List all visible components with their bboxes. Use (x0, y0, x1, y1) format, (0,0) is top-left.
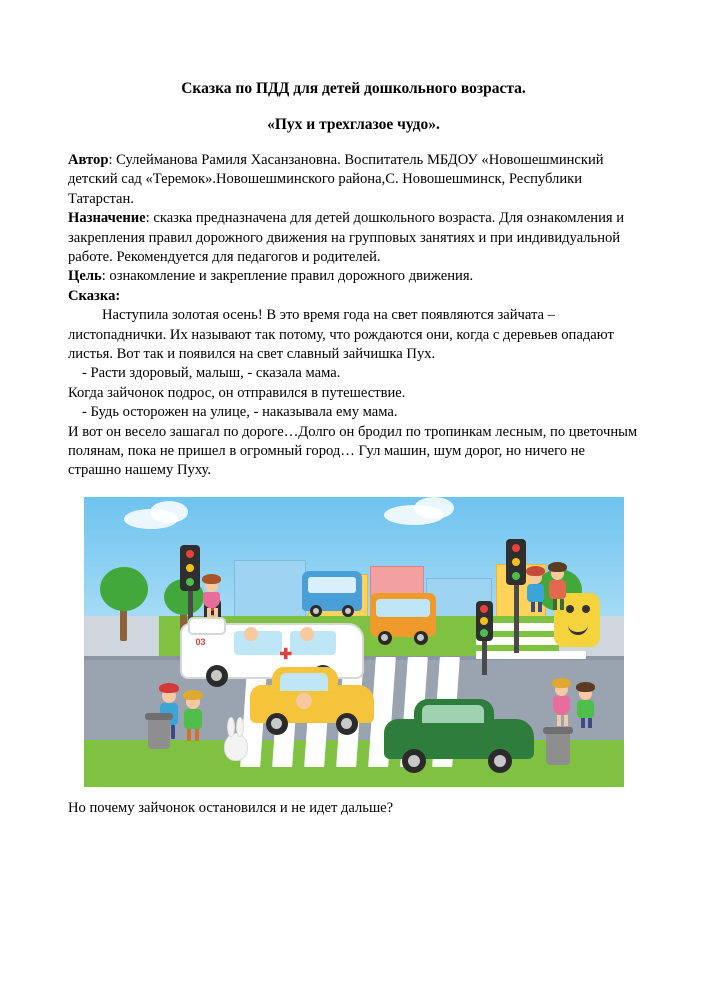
leg (557, 715, 561, 726)
city-street-crossing-illustration (84, 497, 624, 787)
wheel (342, 605, 354, 617)
pedestrian-girl (200, 573, 224, 619)
hair (576, 682, 595, 692)
traffic-light-yellow-lamp (186, 564, 194, 572)
cap-icon (159, 683, 179, 693)
leg (588, 718, 592, 728)
pedestrian-child (550, 677, 574, 727)
truck-window (376, 599, 430, 617)
hair (526, 566, 545, 576)
smiley-eye (582, 605, 590, 613)
passenger-head (300, 627, 314, 641)
torso (549, 580, 566, 599)
wheel (402, 749, 426, 773)
goal-paragraph (68, 267, 639, 286)
author-text: : Сулейманова Рамиля Хасанзановна. Воспитатель МБДОУ «Новошешминский детский сад «Теремок».Новошешминского района,С. Новошешминск, Республики Татарстан. (68, 151, 604, 207)
driver-head (244, 627, 258, 641)
illustration-container (68, 497, 639, 787)
traffic-light-green-lamp (480, 629, 488, 637)
traffic-light-green-lamp (186, 578, 194, 586)
leg (564, 715, 568, 726)
hair (183, 690, 203, 700)
wheel (206, 665, 228, 687)
leg (560, 599, 564, 610)
ambulance-roof (188, 617, 226, 635)
story-paragraph-3: Когда зайчонок подрос, он отправился в путешествие. (68, 384, 406, 401)
ambulance-window (234, 631, 282, 655)
traffic-light-red-lamp (186, 550, 194, 558)
story-label: Сказка: (68, 287, 121, 304)
wheel (488, 749, 512, 773)
leg (553, 599, 557, 610)
page-title: Сказка по ПДД для детей дошкольного возраста. (181, 80, 526, 97)
pedestrian-child (180, 687, 206, 743)
pedestrian-child (574, 681, 598, 729)
story-paragraph-4: - Будь осторожен на улице, - наказывала ему мама. (82, 404, 398, 421)
torso (577, 700, 594, 718)
dress (553, 696, 570, 715)
torso (527, 584, 544, 602)
purpose-label: Назначение (68, 210, 146, 227)
traffic-light-red-lamp (512, 544, 520, 552)
tree-icon (100, 567, 148, 611)
story-paragraph-1: Наступила золотая осень! В это время года на свет появляются зайчата – листопаднички. Их называют так потому, что рождаются они, когда с деревьев опадают листья. Вот так и появился на свет славный зайчишка Пух. (68, 307, 614, 362)
goal-text: : ознакомление и закрепление правил дорожного движения. (101, 268, 474, 285)
leg (171, 725, 175, 739)
ambulance-cross-icon: ✚ (279, 645, 293, 663)
purpose-paragraph (68, 209, 639, 267)
author-label: Автор (68, 151, 109, 168)
zebra-stripe (476, 651, 586, 659)
wheel (414, 631, 428, 645)
trash-bin-lid (543, 727, 573, 734)
bunny-body (224, 733, 248, 761)
traffic-light (476, 601, 493, 641)
hair (202, 574, 221, 584)
story-paragraph-2: - Расти здоровый, малыш, - сказала мама. (82, 365, 341, 382)
ambulance-number: 03 (195, 636, 206, 647)
wheel (310, 605, 322, 617)
traffic-light-red-lamp (480, 605, 488, 613)
wheel (336, 713, 358, 735)
cloud-icon (150, 501, 188, 523)
leg (214, 608, 218, 617)
green-car-window (422, 705, 484, 723)
image-caption: Но почему зайчонок остановился и не идет дальше? (68, 799, 394, 816)
story-paragraph-5: И вот он весело зашагал по дороге…Долго он бродил по тропинкам лесным, по цветочным полянам, пока не пришел в огромный город… Гул машин, шум дорог, но ничего не страшно нашему Пуху. (68, 423, 638, 479)
traffic-light-green-lamp (512, 572, 520, 580)
leg (195, 729, 199, 741)
trash-bin (546, 733, 570, 765)
trash-bin-lid (145, 713, 173, 720)
torso (184, 709, 202, 729)
cloud-icon (414, 497, 454, 519)
bunny-ear (227, 717, 235, 737)
bus-window (308, 577, 356, 593)
hair (548, 562, 567, 572)
leg (581, 718, 585, 728)
pedestrian-child (524, 565, 548, 613)
traffic-light-yellow-lamp (480, 617, 488, 625)
traffic-light (180, 545, 200, 591)
wheel (378, 631, 392, 645)
yellow-car-window (280, 673, 328, 691)
trash-bin (148, 719, 170, 749)
car-driver-head (296, 693, 312, 709)
bunny-ear (236, 717, 244, 737)
leg (531, 602, 535, 612)
goal-label: Цель (68, 268, 102, 285)
page-subtitle: «Пух и трехглазое чудо». (267, 116, 440, 134)
traffic-light-yellow-lamp (512, 558, 520, 566)
author-paragraph (68, 151, 639, 209)
leg (207, 608, 211, 617)
purpose-text: : сказка предназначена для детей дошкольного возраста. Для ознакомления и закрепления правил дорожного движения на групповых занятиях и при индивидуальной работе. Рекомендуется для педагогов и родителей. (68, 210, 625, 265)
dress (203, 592, 220, 608)
leg (538, 602, 542, 612)
pedestrian-child (546, 561, 570, 611)
hair (552, 678, 571, 688)
traffic-light (506, 539, 526, 585)
wheel (266, 713, 288, 735)
leg (187, 729, 191, 741)
